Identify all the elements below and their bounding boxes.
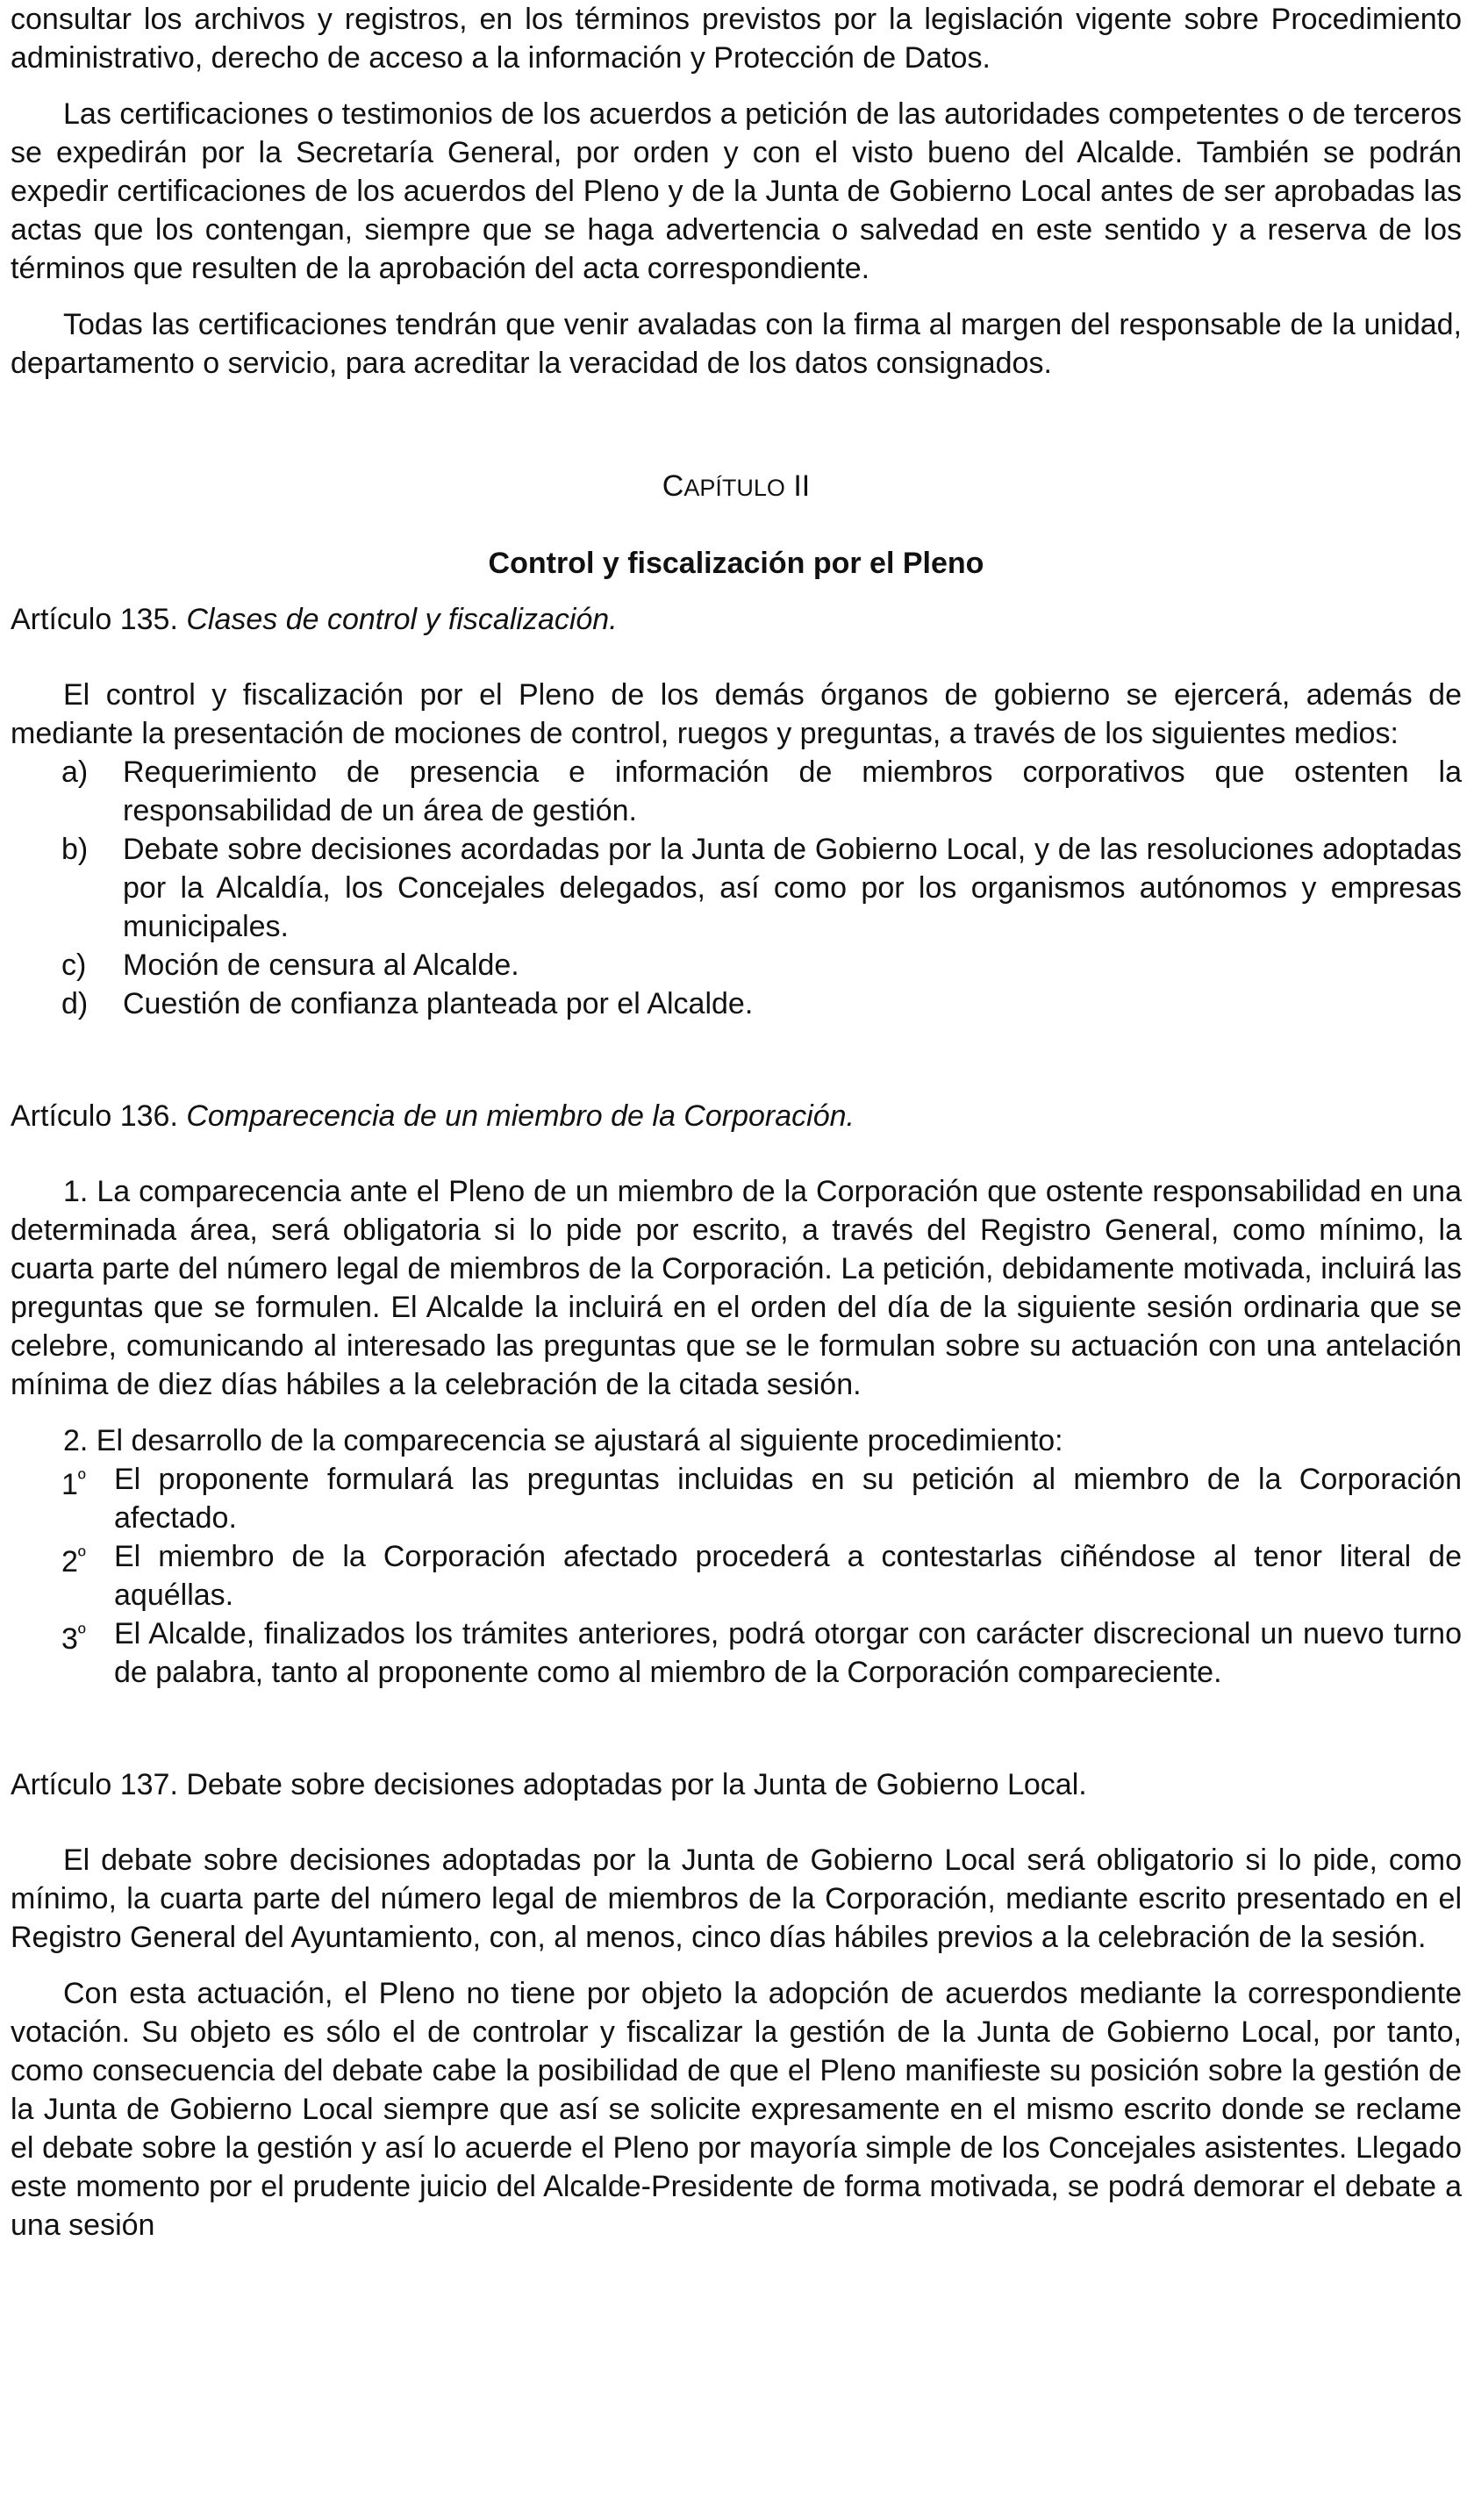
article-136-heading [11,1097,1462,1135]
step-item [11,1537,1462,1614]
step-number: 3 [61,1622,78,1656]
section-title: Control y fiscalización por el Pleno [488,547,984,580]
step-text: El Alcalde, finalizados los trámites anteriores, podrá otorgar con carácter discrecional un nuevo turno de palabra, tanto al proponente como al miembro de la Corporación compareciente. [114,1617,1462,1689]
article-137-heading: Artículo 137. Debate sobre decisiones adoptadas por la Junta de Gobierno Local. [11,1768,1087,1801]
step-text: El proponente formulará las preguntas incluidas en su petición al miembro de la Corporación afectado. [114,1463,1462,1535]
list-item-text: Debate sobre decisiones acordadas por la Junta de Gobierno Local, y de las resoluciones adoptadas por la Alcaldía, los Concejales delegados, así como por los organismos autónomos y empresas municipales. [123,833,1462,943]
step-item [11,1614,1462,1692]
article-135-label: Artículo 135. [11,603,178,636]
article-136-label: Artículo 136. [11,1099,178,1133]
article-135-title: Clases de control y fiscalización. [186,603,618,636]
step-ordinal: º [77,1622,86,1645]
article-137-paragraph-1: El debate sobre decisiones adoptadas por la Junta de Gobierno Local será obligatorio si lo pide, como mínimo, la cuarta parte del número legal de miembros de la Corporación, mediante escrito presentado en el Registro General del Ayuntamiento, con, al menos, cinco días hábiles previos a la celebración de la sesión. [11,1843,1462,1954]
list-item-text: Requerimiento de presencia e información de miembros corporativos que ostenten la responsabilidad de un área de gestión. [123,755,1462,827]
step-text: El miembro de la Corporación afectado procederá a contestarlas ciñéndose al tenor literal de aquéllas. [114,1540,1462,1612]
document-page [11,0,1462,2244]
chapter-number: II [793,469,811,503]
chapter-heading [11,467,1462,507]
step-number: 2 [61,1545,78,1579]
list-item [11,830,1462,946]
article-136-steps [11,1460,1462,1692]
step-marker [61,1460,86,1504]
list-item-marker: d) [61,987,89,1020]
step-item [11,1460,1462,1537]
list-item-text: Moción de censura al Alcalde. [123,949,519,982]
list-item-marker: a) [61,755,89,789]
article-137-paragraph-2: Con esta actuación, el Pleno no tiene por objeto la adopción de acuerdos mediante la correspondiente votación. Su objeto es sólo el de controlar y fiscalizar la gestión de la Junta de Gobierno Local, por tanto, como consecuencia del debate cabe la posibilidad de que el Pleno manifieste su posición sobre la gestión de la Junta de Gobierno Local siempre que así se solicite expresamente en el mismo escrito donde se reclame el debate sobre la gestión y así lo acuerde el Pleno por mayoría simple de los Concejales asistentes. Llegado este momento por el prudente juicio del Alcalde-Presidente de forma motivada, se podrá demorar el debate a una sesión [11,1977,1462,2242]
list-item-text: Cuestión de confianza planteada por el Alcalde. [123,987,754,1020]
list-item-marker: c) [61,949,87,982]
step-number: 1 [61,1468,78,1501]
article-135-intro: El control y fiscalización por el Pleno de los demás órganos de gobierno se ejercerá, además de mediante la presentación de mociones de control, ruegos y preguntas, a través de los siguientes medios: [11,678,1462,750]
paragraph-continuation: consultar los archivos y registros, en los términos previstos por la legislación vigente sobre Procedimiento administrativo, derecho de acceso a la información y Protección de Datos. [11,3,1462,75]
paragraph-avaladas: Todas las certificaciones tendrán que venir avaladas con la firma al margen del responsable de la unidad, departamento o servicio, para acreditar la veracidad de los datos consignados. [11,308,1462,380]
step-ordinal: º [77,1467,86,1491]
list-item [11,753,1462,830]
list-item [11,984,1462,1023]
article-136-paragraph-2: 2. El desarrollo de la comparecencia se ajustará al siguiente procedimiento: [63,1424,1063,1457]
article-136-paragraph-1: 1. La comparecencia ante el Pleno de un miembro de la Corporación que ostente responsabilidad en una determinada área, será obligatoria si lo pide por escrito, a través del Registro General, como mínimo, la cuarta parte del número legal de miembros de la Corporación. La petición, debidamente motivada, incluirá las preguntas que se formulen. El Alcalde la incluirá en el orden del día de la siguiente sesión ordinaria que se celebre, comunicando al interesado las preguntas que se le formulan sobre su actuación con una antelación mínima de diez días hábiles a la celebración de la citada sesión. [11,1175,1462,1401]
step-marker [61,1614,86,1658]
step-marker [61,1537,86,1581]
step-ordinal: º [77,1544,86,1568]
paragraph-certificaciones: Las certificaciones o testimonios de los acuerdos a petición de las autoridades competentes o de terceros se expedirán por la Secretaría General, por orden y con el visto bueno del Alcalde. También se podrán expedir certificaciones de los acuerdos del Pleno y de la Junta de Gobierno Local antes de ser aprobadas las actas que los contengan, siempre que se haga advertencia o salvedad en este sentido y a reserva de los términos que resulten de la aprobación del acta correspondiente. [11,97,1462,285]
chapter-initial: C [662,469,684,503]
article-136-title: Comparecencia de un miembro de la Corporación. [186,1099,855,1133]
chapter-word: APÍTULO [683,475,785,501]
article-135-heading [11,600,1462,639]
article-135-list [11,753,1462,1023]
list-item-marker: b) [61,833,89,866]
list-item [11,946,1462,984]
